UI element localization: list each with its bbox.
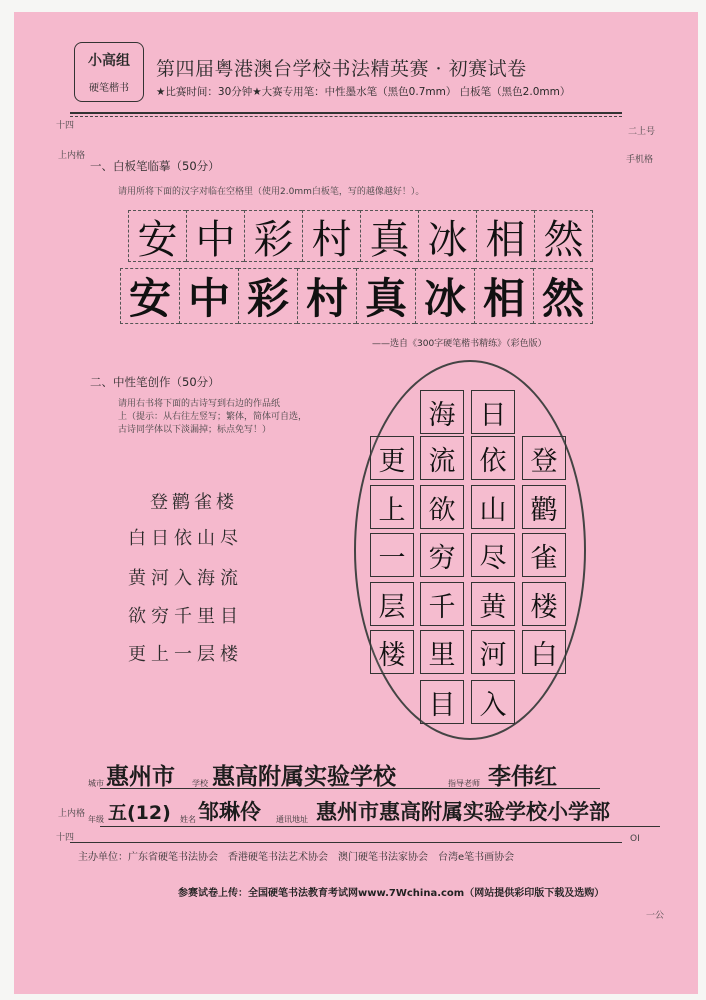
organizers: 主办单位：广东省硬笔书法协会 香港硬笔书法艺术协会 澳门硬笔书法家协会 台湾e笔书画协会 (78, 852, 515, 863)
edge-mark-right-top: 二上号 (628, 127, 656, 137)
work-char: 黄 (471, 582, 515, 626)
address-label: 通讯地址 (276, 815, 308, 824)
copied-char: 村 (297, 268, 356, 324)
section2-instruction-2: 上（提示：从右往左竖写；繁体，简体可自选， (118, 412, 308, 422)
source-citation: ——选自《300字硬笔楷书精练》（彩色版） (372, 339, 547, 349)
edge-mark-right-bottom: OI (630, 834, 640, 844)
form-line-2 (100, 826, 660, 827)
school-label: 学校 (192, 779, 208, 788)
section1-instruction: 请用所将下面的汉字对临在空格里（使用2.0mm白板笔，写的越像越好！）。 (118, 187, 425, 197)
copied-char: 中 (179, 268, 238, 324)
model-char-grid (128, 210, 593, 262)
work-char: 依 (471, 436, 515, 480)
paper-subtitle: ★比赛时间：30分钟★大赛专用笔：中性墨水笔（黑色0.7mm） 白板笔（黑色2.0mm） (156, 86, 571, 98)
work-char: 目 (420, 680, 464, 724)
work-char: 层 (370, 582, 414, 626)
corner-mark: 一公 (646, 911, 665, 921)
work-char: 日 (471, 390, 515, 434)
work-char: 千 (420, 582, 464, 626)
work-char: 白 (522, 630, 566, 674)
badge-sub: 硬笔楷书 (89, 83, 129, 94)
header-dashed-divider (70, 116, 622, 117)
grade-value: 五(12) (108, 802, 171, 824)
form-line-1 (100, 788, 600, 789)
model-char: 真 (360, 210, 418, 262)
work-char: 楼 (522, 582, 566, 626)
work-char: 楼 (370, 630, 414, 674)
footer-divider (70, 842, 622, 843)
copied-char: 真 (356, 268, 415, 324)
city-value: 惠州市 (106, 764, 175, 790)
paper-title: 第四届粤港澳台学校书法精英赛 · 初赛试卷 (156, 58, 527, 80)
poem-line: 白日依山尽 (128, 528, 243, 549)
work-char: 尽 (471, 533, 515, 577)
poem-line: 黄河入海流 (128, 568, 243, 589)
copied-char: 冰 (415, 268, 474, 324)
work-char: 欲 (420, 485, 464, 529)
work-char: 上 (370, 485, 414, 529)
work-char: 河 (471, 630, 515, 674)
work-char: 流 (420, 436, 464, 480)
upload-notice: 参赛试卷上传：全国硬笔书法教育考试网www.7Wchina.com（网站提供彩印版下载及选购） (178, 888, 605, 899)
edge-mark-left-bottom: 上内格 (58, 809, 86, 819)
poem-line: 更上一层楼 (128, 644, 243, 665)
work-char: 里 (420, 630, 464, 674)
edge-mark-left-top: 十四 (56, 121, 75, 131)
model-char: 冰 (418, 210, 476, 262)
name-value: 邹琳伶 (198, 800, 261, 824)
model-char: 安 (128, 210, 186, 262)
work-char: 一 (370, 533, 414, 577)
work-char: 雀 (522, 533, 566, 577)
section1-heading: 一、白板笔临摹（50分） (90, 159, 220, 173)
section2-heading: 二、中性笔创作（50分） (90, 375, 220, 389)
copied-char: 然 (533, 268, 593, 324)
group-badge (74, 42, 144, 102)
model-char: 村 (302, 210, 360, 262)
model-char: 相 (476, 210, 534, 262)
school-value: 惠高附属实验学校 (212, 764, 396, 790)
work-char: 更 (370, 436, 414, 480)
badge-group: 小高组 (88, 53, 130, 69)
copied-char: 相 (474, 268, 533, 324)
grade-label: 年级 (88, 815, 104, 824)
copied-char: 彩 (238, 268, 297, 324)
work-char: 鹳 (522, 485, 566, 529)
poem-line: 欲穷千里目 (128, 606, 243, 627)
section2-instruction-1: 请用右书将下面的古诗写到右边的作品纸 (118, 399, 281, 409)
copied-char-grid (120, 268, 593, 324)
city-label: 城市 (88, 779, 104, 788)
work-char: 入 (471, 680, 515, 724)
edge-mark-right-top-sub: 手机格 (626, 155, 654, 165)
header-divider (70, 112, 622, 114)
name-label: 姓名 (180, 815, 196, 824)
copied-char: 安 (120, 268, 179, 324)
work-char: 登 (522, 436, 566, 480)
teacher-value: 李伟红 (488, 764, 557, 790)
edge-mark-left-top-sub: 上内格 (58, 151, 86, 161)
model-char: 然 (534, 210, 593, 262)
teacher-label: 指导老师 (448, 779, 480, 788)
model-char: 彩 (244, 210, 302, 262)
poem-title: 登鹳雀楼 (150, 492, 238, 513)
work-char: 海 (420, 390, 464, 434)
address-value: 惠州市惠高附属实验学校小学部 (316, 800, 610, 824)
model-char: 中 (186, 210, 244, 262)
edge-mark-left-bottom-sub: 十四 (56, 833, 75, 843)
work-char: 穷 (420, 533, 464, 577)
section2-instruction-3: 古诗同学体以下淡漏掉；标点免写！） (118, 425, 272, 435)
work-char: 山 (471, 485, 515, 529)
